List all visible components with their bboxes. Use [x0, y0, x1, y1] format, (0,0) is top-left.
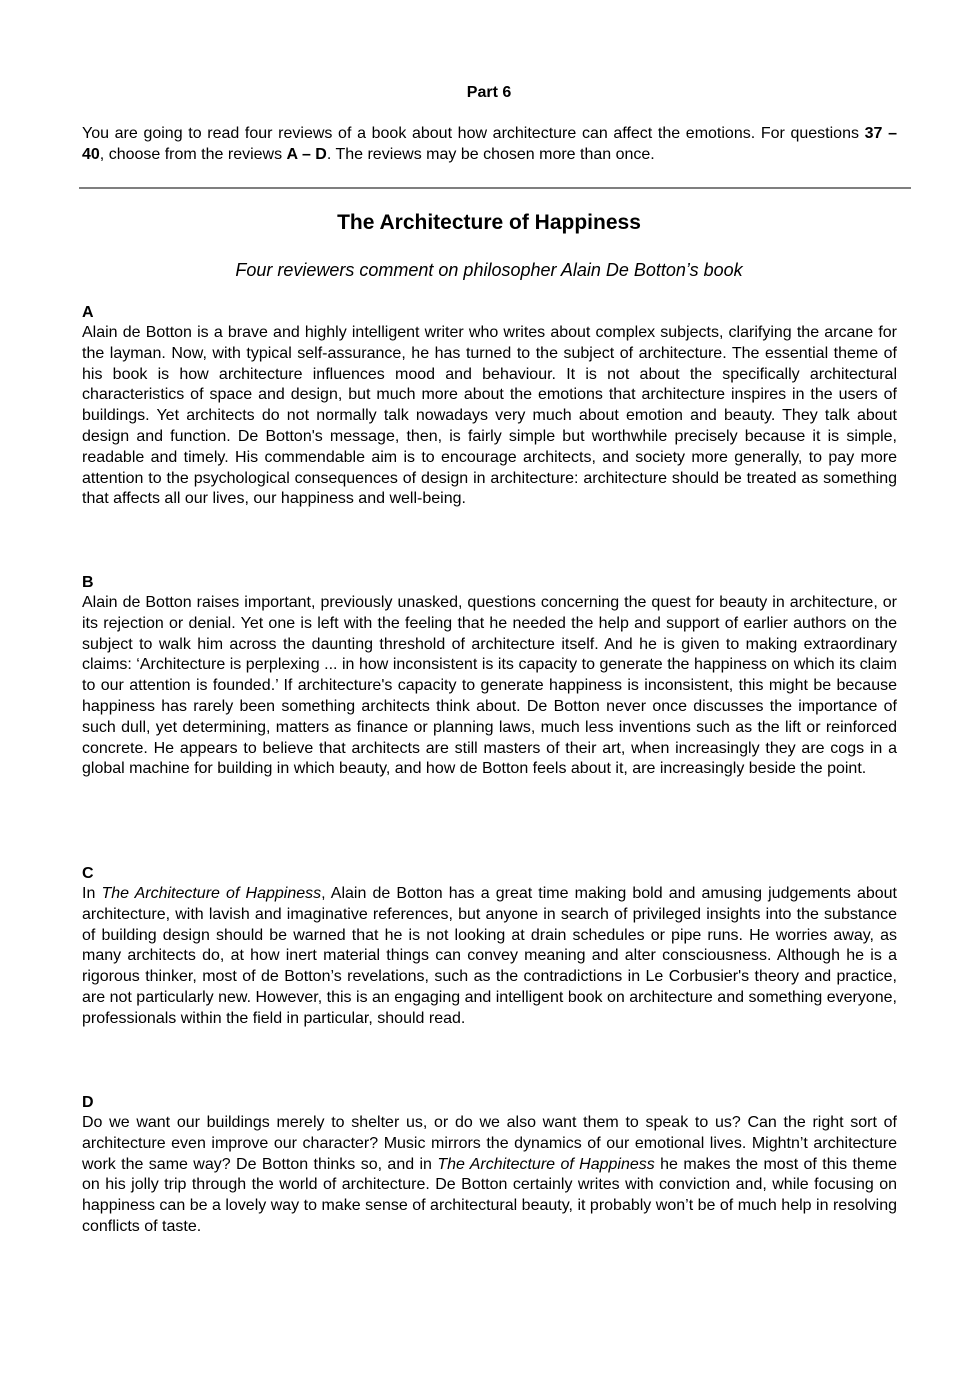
review-c	[82, 863, 897, 1030]
review-letter: B	[82, 574, 94, 591]
instructions-text-2: , choose from the reviews	[99, 146, 287, 163]
review-text	[82, 884, 897, 1030]
review-letter: A	[82, 304, 94, 321]
book-title-italic: The Architecture of Happiness	[437, 1155, 655, 1173]
review-text-body: , Alain de Botton has a great time making bold and amusing judgements about architecture, with lavish and imaginative references, but anyone in search of privileged insights into the substance of building design should be warned that he is not looking at drain schedules or pipe runs. He worries away, as many architects do, at how inert material things can convey meaning and alter consciousness. Although he is a rigorous thinker, most of de Botton’s revelations, such as the contradictions in Le Corbusier's theory and practice, are not particularly new. However, this is an engaging and intelligent book on architecture and something everyone, professionals within the field in particular, should read.	[82, 885, 898, 1027]
book-title-italic: The Architecture of Happiness	[101, 885, 322, 902]
review-letter: D	[82, 1094, 94, 1111]
review-range: A – D	[286, 146, 327, 163]
instructions	[82, 123, 897, 165]
instructions-text-3: . The reviews may be chosen more than once.	[326, 146, 655, 163]
review-d	[82, 1092, 897, 1238]
review-text	[82, 1113, 897, 1238]
section-divider	[79, 187, 911, 189]
review-b	[82, 572, 897, 780]
review-text-body: he makes the most of this theme on his jolly trip through the world of architecture. De Botton certainly writes with conviction and, while focusing on happiness can be a lovely way to make sense of architectural beauty, it probably won’t be of much help in resolving conflicts of taste.	[82, 1155, 897, 1235]
review-text: Alain de Botton raises important, previously unasked, questions concerning the quest for beauty in architecture, or its rejection or denial. Yet one is left with the feeling that he needed the help and support of earlier authors on the subject to walk him across the daunting threshold of architecture itself. And he is given to making extraordinary claims: ‘Architecture is perplexing ... in how inconsistent is its capacity to generate the happiness on which its claim to our attention is founded.’ If architecture's capacity to generate happiness is inconsistent, this might be because happiness has rarely been something architects think about. De Botton never once discusses the importance of such dull, yet determining, matters as finance or planning laws, much less inventions such as the lift or reinforced concrete. He appears to believe that architects are still masters of their art, when increasingly they are cogs in a global machine for building in which beauty, and how de Botton feels about it, are increasingly beside the point.	[82, 594, 897, 778]
instructions-text-1: You are going to read four reviews of a book about how architecture can affect the emotions. For questions	[82, 125, 865, 142]
article-subtitle: Four reviewers comment on philosopher Alain De Botton’s book	[235, 260, 743, 280]
question-range: 37 – 40	[82, 125, 897, 163]
part-heading: Part 6	[466, 84, 512, 101]
review-letter: C	[82, 865, 94, 882]
review-text-prefix: In	[82, 885, 102, 902]
review-a	[82, 302, 897, 510]
article-title: The Architecture of Happiness	[337, 211, 641, 234]
review-text-prefix: Do we want our buildings merely to shelter us, or do we also want them to speak to us? Can the right sort of architecture even improve our character? Music mirrors the dynamics of our emotional lives. Mightn’t architecture work the same way? De Botton thinks so, and in	[82, 1114, 897, 1173]
review-text: Alain de Botton is a brave and highly intelligent writer who writes about complex subjects, clarifying the arcane for the layman. Now, with typical self-assurance, he has turned to the subject of architecture. The essential theme of his book is how architecture influences mood and behaviour. It is not about the specifically architectural characteristics of space and design, but much more about the emotions that architecture inspires in the users of buildings. Yet architects do not normally talk nowadays very much about emotion and beauty. They talk about design and function. De Botton's message, then, is fairly simple but worthwhile precisely because it is simple, readable and timely. His commendable aim is to encourage architects, and society more generally, to pay more attention to the psychological consequences of design in architecture: architecture should be treated as something that affects all our lives, our happiness and well-being.	[82, 324, 897, 508]
